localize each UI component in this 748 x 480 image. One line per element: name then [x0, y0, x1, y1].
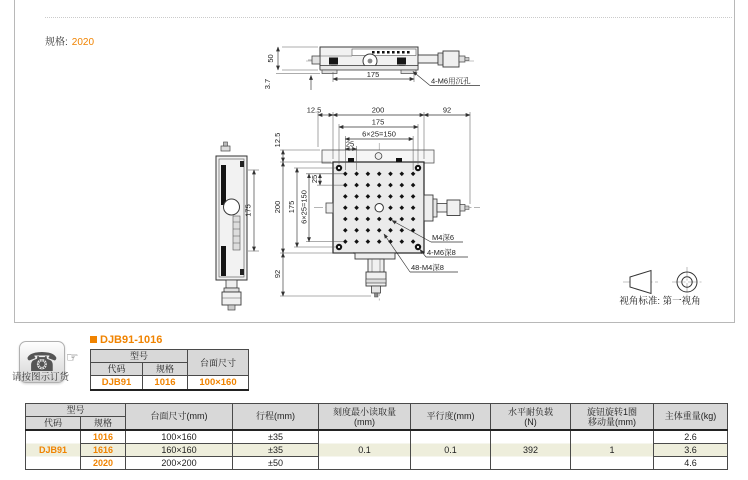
plan-view-drawing: [273, 106, 480, 304]
plan-dim-height: 200: [273, 200, 282, 214]
spec-row-travel: ±50: [233, 457, 319, 470]
plan-label-m6-corner: 4-M6深8: [427, 248, 456, 257]
order-size-value: 100×160: [188, 376, 249, 391]
order-table: [90, 349, 249, 391]
plan-dim-pitch-left: 6×25=150: [299, 190, 309, 224]
side-dim-width: 175: [366, 70, 380, 79]
order-spec-value: 1016: [143, 376, 188, 391]
spec-table: [25, 403, 728, 470]
left-view-drawing: [216, 142, 259, 310]
side-dim-base: 3.7: [263, 78, 272, 90]
spec-value: 2020: [71, 37, 95, 48]
order-header-size: 台面尺寸: [188, 350, 249, 376]
spec-row-travel: ±35: [233, 430, 319, 444]
pointing-hand-icon: ☞: [66, 349, 79, 365]
spec-row-size: 200×200: [126, 457, 233, 470]
spec-header-code: 代码: [26, 417, 81, 431]
cone-icon: [630, 271, 651, 294]
spec-header-min-reading: 刻度最小读取量 (mm): [319, 404, 411, 431]
leftview-dim-height: 175: [243, 204, 253, 217]
spec-header-model: 型号: [26, 404, 126, 417]
spec-row-spec: 1616: [81, 444, 126, 457]
spec-parallelism-value: 0.1: [411, 430, 491, 470]
spec-row-travel: ±35: [233, 444, 319, 457]
plan-dim-edge-left: 25: [310, 174, 319, 184]
spec-label: 规格:: [45, 37, 68, 48]
plan-dim-holes-width: 175: [371, 117, 385, 127]
spec-header-knob-move: 旋钮旋转1圈 移动量(mm): [571, 404, 654, 431]
projection-label: 视角标准: 第一视角: [619, 296, 701, 307]
side-dim-height: 50: [266, 54, 275, 63]
spec-code-value: DJB91: [26, 430, 81, 470]
spec-row-spec: 1016: [81, 430, 126, 444]
order-header-code: 代码: [91, 363, 143, 376]
spec-row-weight: 4.6: [654, 457, 728, 470]
spec-header-weight: 主体重量(kg): [654, 404, 728, 431]
plan-dim-knob-top: 92: [442, 105, 452, 115]
plan-dim-width: 200: [371, 105, 385, 115]
plan-dim-offset-top: 12.5: [306, 105, 322, 115]
plan-label-m4-center: M4深6: [432, 233, 455, 242]
projection-symbol: [619, 267, 702, 307]
spec-row-weight: 2.6: [654, 430, 728, 444]
plan-label-m4-grid: 48-M4深8: [411, 263, 444, 272]
spec-knob-move-value: 1: [571, 430, 654, 470]
phone-icon: ☎: [25, 347, 59, 377]
plan-dim-edge-top: 25: [345, 139, 355, 149]
orange-bullet-icon: [90, 336, 97, 343]
spec-row-size: 100×160: [126, 430, 233, 444]
spec-header-spec: 规格: [81, 417, 126, 431]
spec-row-weight: 3.6: [654, 444, 728, 457]
order-header-model: 型号: [91, 350, 188, 363]
spec-row-spec: 2020: [81, 457, 126, 470]
plan-dim-pitch-top: 6×25=150: [362, 129, 396, 139]
spec-load-value: 392: [491, 430, 571, 470]
order-note: 请按图示订货: [12, 372, 70, 383]
plan-dim-knob-bottom: 92: [273, 269, 282, 279]
order-code-value: DJB91: [91, 376, 143, 391]
spec-header-load: 水平耐负载 (N): [491, 404, 571, 431]
plan-dim-offset-left: 12.5: [273, 132, 282, 148]
order-table-title: DJB91-1016: [90, 334, 162, 346]
side-counterbore-label: 4-M6用沉孔: [431, 76, 471, 86]
order-header-spec: 规格: [143, 363, 188, 376]
spec-min-reading-value: 0.1: [319, 430, 411, 470]
plan-dim-holes-height: 175: [287, 200, 296, 214]
spec-header-parallelism: 平行度(mm): [411, 404, 491, 431]
spec-header-travel: 行程(mm): [233, 404, 319, 431]
spec-header-size: 台面尺寸(mm): [126, 404, 233, 431]
spec-row-size: 160×160: [126, 444, 233, 457]
side-view-drawing: [263, 47, 480, 90]
